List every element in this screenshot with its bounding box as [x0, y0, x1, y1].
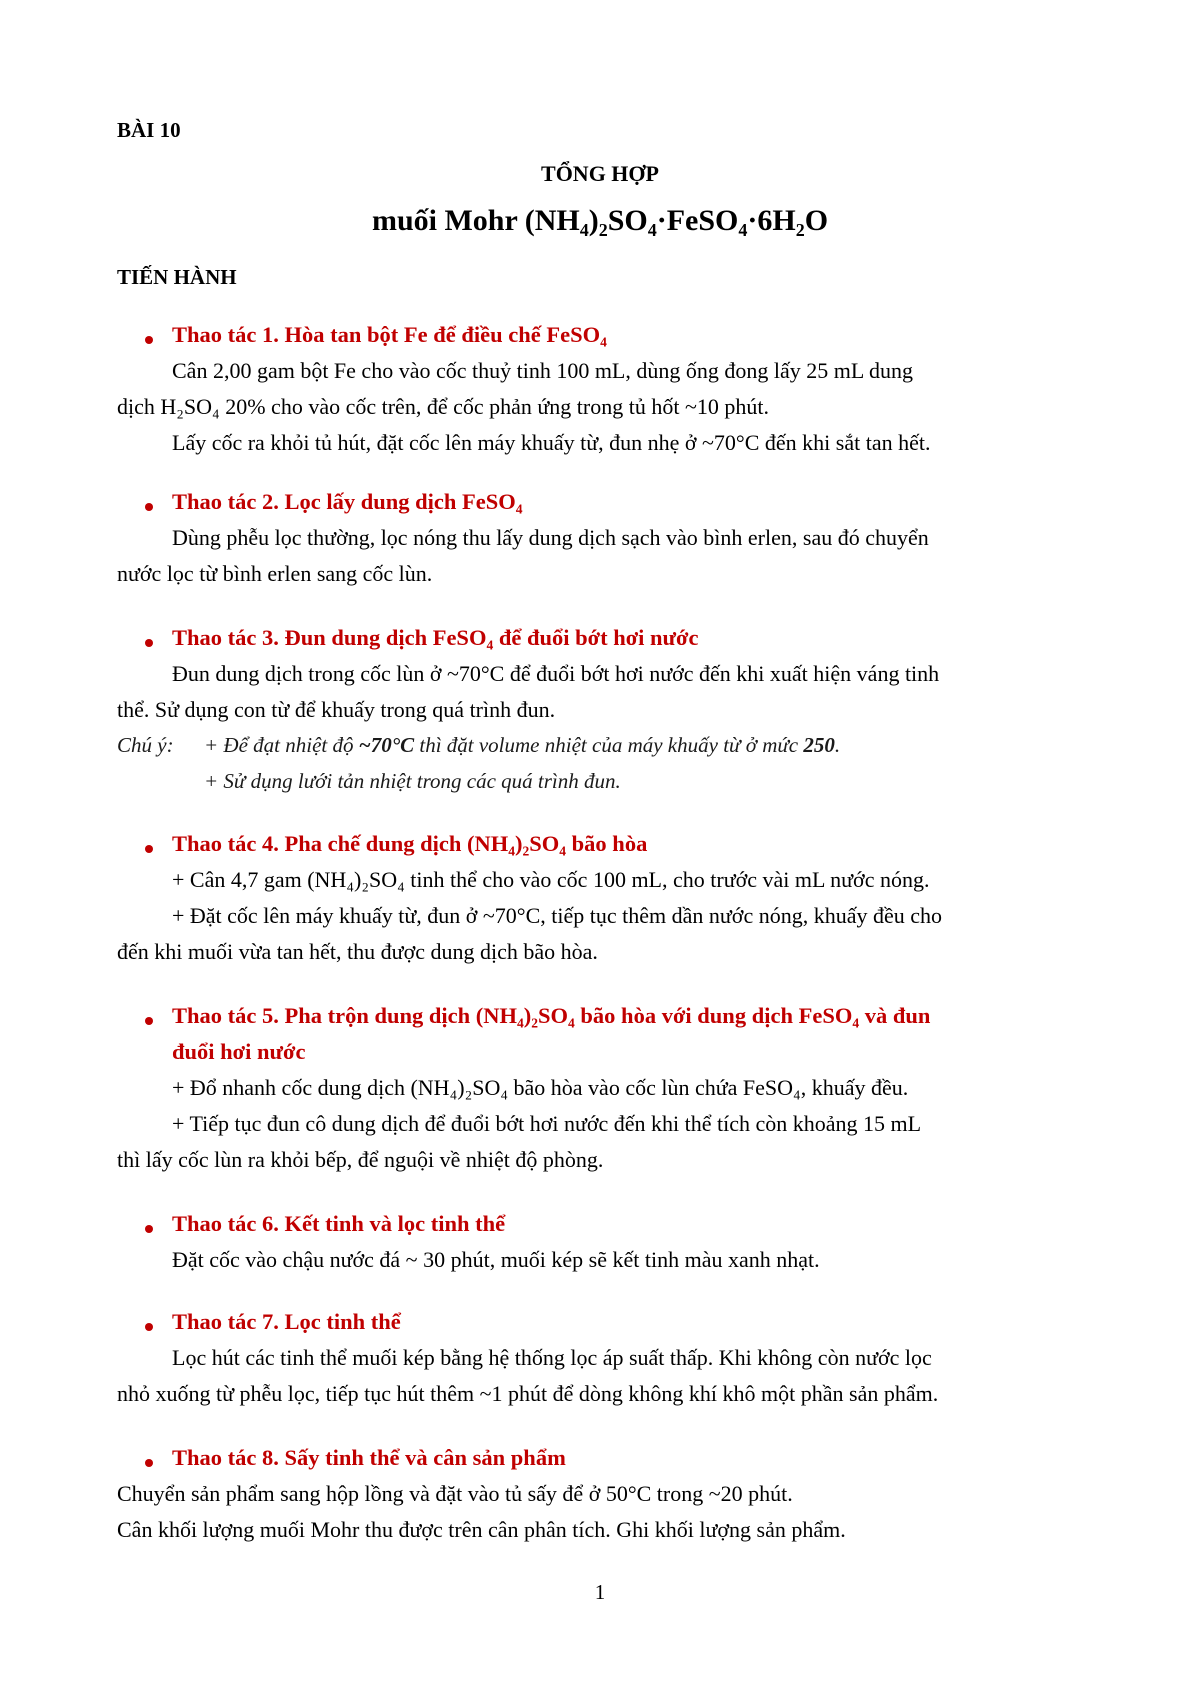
step-8-line-1: Chuyển sản phẩm sang hộp lồng và đặt vào tủ sấy để ở 50°C trong ~20 phút. — [117, 1481, 793, 1506]
step-3-line-1: Đun dung dịch trong cốc lùn ở ~70°C để đuổi bớt hơi nước đến khi xuất hiện váng tinh — [172, 661, 940, 686]
step-4-line-2: + Đặt cốc lên máy khuấy từ, đun ở ~70°C, tiếp tục thêm dần nước nóng, khuấy đều cho — [172, 903, 942, 928]
step-1-line-3: Lấy cốc ra khỏi tủ hút, đặt cốc lên máy khuấy từ, đun nhẹ ở ~70°C đến khi sắt tan hết. — [172, 430, 931, 455]
bullet-icon — [145, 1017, 153, 1025]
step-2-line-1: Dùng phễu lọc thường, lọc nóng thu lấy dung dịch sạch vào bình erlen, sau đó chuyển — [172, 525, 929, 550]
note-label: Chú ý: — [117, 733, 174, 757]
note-volume-level: 250 — [803, 733, 835, 757]
step-4-title: Thao tác 4. Pha chế dung dịch (NH₄)₂SO₄ bão hòa — [172, 831, 648, 856]
step-5-line-1: + Đổ nhanh cốc dung dịch (NH₄)₂SO₄ bão hòa vào cốc lùn chứa FeSO₄, khuấy đều. — [172, 1075, 909, 1100]
step-7-line-1: Lọc hút các tinh thể muối kép bằng hệ thống lọc áp suất thấp. Khi không còn nước lọc — [172, 1345, 932, 1370]
note-temperature: ~70°C — [358, 733, 415, 757]
bullet-icon — [145, 845, 153, 853]
step-1-title: Thao tác 1. Hòa tan bột Fe để điều chế FeSO₄ — [172, 322, 607, 347]
step-3-title: Thao tác 3. Đun dung dịch FeSO₄ để đuổi bớt hơi nước — [172, 625, 699, 650]
step-5-line-2: + Tiếp tục đun cô dung dịch để đuổi bớt hơi nước đến khi thể tích còn khoảng 15 mL — [172, 1111, 922, 1136]
note-line-1: + Để đạt nhiệt độ ~70°C thì đặt volume nhiệt của máy khuấy từ ở mức 250. — [204, 733, 841, 757]
bullet-icon — [145, 1323, 153, 1331]
bullet-icon — [145, 503, 153, 511]
bullet-icon — [145, 1459, 153, 1467]
section-heading: TIẾN HÀNH — [117, 265, 237, 289]
step-2-line-2: nước lọc từ bình erlen sang cốc lùn. — [117, 561, 433, 586]
step-7-line-2: nhỏ xuống từ phễu lọc, tiếp tục hút thêm ~1 phút để dòng không khí khô một phần sản phẩm. — [117, 1381, 939, 1406]
step-6-title: Thao tác 6. Kết tinh và lọc tinh thể — [172, 1211, 506, 1236]
bullet-icon — [145, 639, 153, 647]
step-4-line-1: + Cân 4,7 gam (NH₄)₂SO₄ tinh thể cho vào cốc 100 mL, cho trước vài mL nước nóng. — [172, 867, 930, 892]
step-6-line-1: Đặt cốc vào chậu nước đá ~ 30 phút, muối kép sẽ kết tinh màu xanh nhạt. — [172, 1247, 820, 1272]
step-1-line-1: Cân 2,00 gam bột Fe cho vào cốc thuỷ tinh 100 mL, dùng ống đong lấy 25 mL dung — [172, 358, 913, 383]
step-8-title: Thao tác 8. Sấy tinh thể và cân sản phẩm — [172, 1445, 566, 1470]
step-2-title: Thao tác 2. Lọc lấy dung dịch FeSO₄ — [172, 489, 523, 514]
step-5-title-line-2: đuổi hơi nước — [172, 1039, 306, 1064]
lesson-label: BÀI 10 — [117, 118, 181, 142]
step-1-line-2: dịch H₂SO₄ 20% cho vào cốc trên, để cốc phản ứng trong tủ hốt ~10 phút. — [117, 394, 769, 419]
step-5-line-3: thì lấy cốc lùn ra khỏi bếp, để nguội về nhiệt độ phòng. — [117, 1147, 604, 1172]
title-line-1: TỔNG HỢP — [541, 161, 659, 186]
step-7-title: Thao tác 7. Lọc tinh thể — [172, 1309, 401, 1334]
step-3-line-2: thể. Sử dụng con từ để khuấy trong quá trình đun. — [117, 697, 556, 722]
note-line-2: + Sử dụng lưới tản nhiệt trong các quá trình đun. — [204, 769, 621, 793]
bullet-icon — [145, 1225, 153, 1233]
step-8-line-2: Cân khối lượng muối Mohr thu được trên cân phân tích. Ghi khối lượng sản phẩm. — [117, 1517, 846, 1542]
step-4-line-3: đến khi muối vừa tan hết, thu được dung dịch bão hòa. — [117, 939, 598, 964]
bullet-icon — [145, 336, 153, 344]
title-line-2: muối Mohr (NH₄)₂SO₄·FeSO₄·6H₂O — [371, 204, 829, 237]
step-5-title-line-1: Thao tác 5. Pha trộn dung dịch (NH₄)₂SO₄ bão hòa với dung dịch FeSO₄ và đun — [172, 1003, 931, 1028]
page-number: 1 — [594, 1580, 606, 1604]
